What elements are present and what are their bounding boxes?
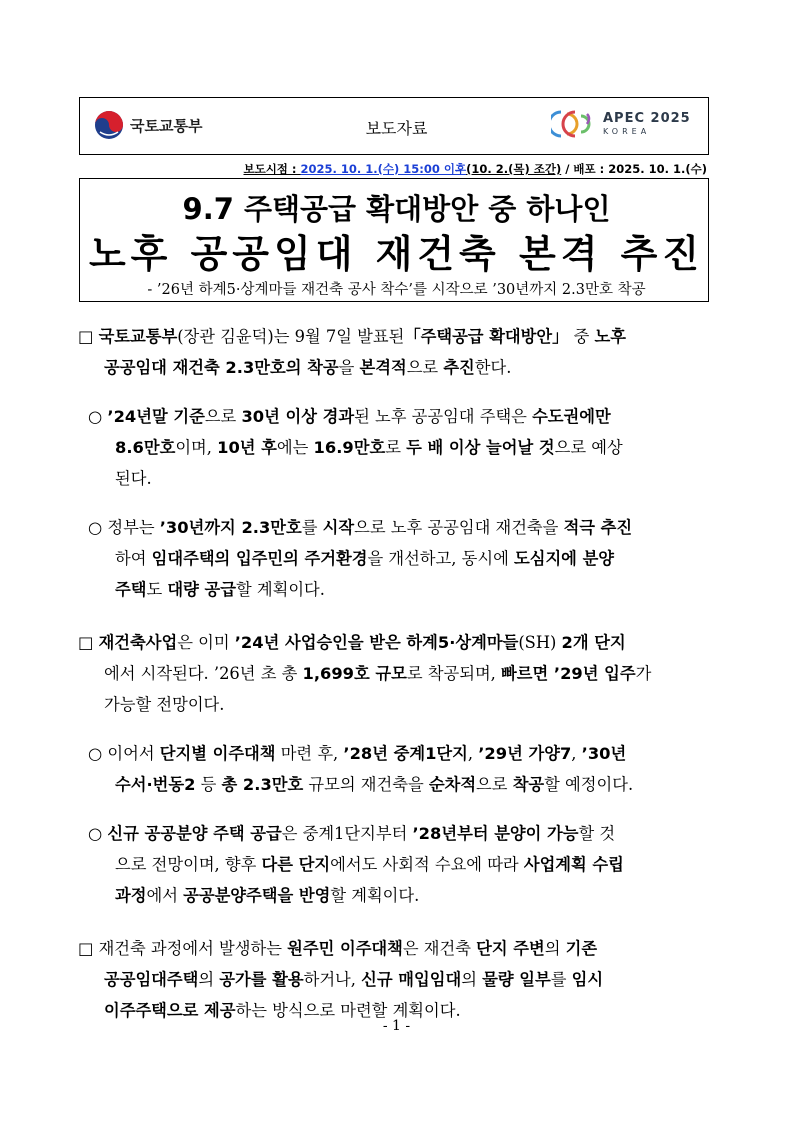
- p1b-line2: [115, 543, 614, 574]
- p1-line1: [78, 321, 626, 352]
- body-text: 은 재건축: [402, 939, 477, 958]
- bold-text: 두 배 이상 늘어날 것: [406, 438, 555, 457]
- body-text: 의: [198, 970, 220, 989]
- body-text: 으로: [204, 407, 242, 426]
- body-text: ,: [467, 744, 479, 763]
- bold-text: ’30년까지 2.3만호: [159, 518, 302, 537]
- body-text: 하거나,: [303, 970, 362, 989]
- bold-text: 공공임대 재건축 2.3만호의 착공: [104, 358, 339, 377]
- body-text: 로 착공되며,: [406, 664, 502, 683]
- p1a-line1: [88, 401, 611, 432]
- p1a-line3: 된다.: [115, 469, 152, 488]
- bold-text: 수도권에만: [532, 407, 611, 426]
- body-text: 으로: [476, 775, 513, 794]
- bold-text: 과정: [115, 886, 147, 905]
- release-label: 보도시점 :: [243, 162, 301, 176]
- body-text: 이며,: [175, 438, 218, 457]
- bold-text: 공가를 활용: [219, 970, 304, 989]
- bold-text: 착공: [512, 775, 545, 794]
- bold-text: 원주민 이주대책: [287, 939, 403, 958]
- body-text: 로: [385, 438, 407, 457]
- body-text: 을: [338, 358, 360, 377]
- circle-bullet-icon: ○: [88, 824, 108, 843]
- p2b-line3: [115, 880, 419, 911]
- body-text: 규모의 재건축을: [303, 775, 429, 794]
- bold-text: ’24년말 기준: [107, 407, 205, 426]
- circle-bullet-icon: ○: [88, 518, 108, 537]
- body-text: 할 계획이다.: [330, 886, 420, 905]
- ministry-name: 국토교통부: [130, 116, 203, 135]
- bold-text: 이주주택으로 제공: [104, 1001, 236, 1020]
- circle-bullet-icon: ○: [88, 744, 108, 763]
- bold-text: ’30년: [581, 744, 627, 763]
- bold-text: 국토교통부: [98, 327, 178, 346]
- body-text: (SH): [518, 633, 562, 652]
- body-text: 이어서: [107, 744, 160, 763]
- p2b-line2: [115, 849, 624, 880]
- body-text: 재건축 과정에서 발생하는: [98, 939, 288, 958]
- p2-line3: 가능할 전망이다.: [104, 695, 225, 714]
- bold-text: 임대주택의 입주민의 주거환경: [151, 549, 368, 568]
- bold-text: 도심지에 분양: [513, 549, 615, 568]
- bold-text: 주택: [115, 580, 147, 599]
- bold-text: 신규 매입임대: [361, 970, 462, 989]
- bold-text: 적극 추진: [563, 518, 633, 537]
- body-text: (장관 김윤덕)는 9월 7일 발표된: [177, 327, 405, 346]
- p3-line2: [104, 964, 603, 995]
- bold-text: ’29년 가양7: [478, 744, 572, 763]
- p1a-line2: [115, 432, 623, 463]
- body-text: 에서: [146, 886, 184, 905]
- body-text: 으로 노후 공공임대 재건축을: [354, 518, 564, 537]
- bold-text: 빠르면 ’29년 입주: [501, 664, 636, 683]
- square-bullet-icon: □: [78, 633, 99, 652]
- subtitle: - ’26년 하계5·상계마들 재건축 공사 착수’를 시작으로 ’30년까지 2.3만호 착공: [147, 282, 646, 298]
- bold-text: 총 2.3만호: [221, 775, 304, 794]
- p2-line1: [78, 627, 626, 658]
- p3-line1: [78, 933, 597, 964]
- page-number: - 1 -: [382, 1018, 411, 1034]
- release-info: [243, 161, 707, 177]
- body-text: 할 것: [578, 824, 616, 843]
- doc-type: 보도자료: [365, 119, 428, 138]
- bold-text: 공공분양주택을 반영: [183, 886, 331, 905]
- body-text: 마련 후,: [275, 744, 344, 763]
- bold-text: 시작: [322, 518, 355, 537]
- body-text: 의: [461, 970, 483, 989]
- body-text: 으로 전망이며, 향후: [115, 855, 262, 874]
- body-text: 한다.: [474, 358, 512, 377]
- body-text: 은 이미: [177, 633, 235, 652]
- body-text: 할 예정이다.: [544, 775, 634, 794]
- bold-text: 물량 일부: [482, 970, 551, 989]
- body-text: 의: [544, 939, 566, 958]
- p1-line2: [104, 352, 511, 383]
- body-text: 으로 예상: [554, 438, 623, 457]
- body-text: 된 노후 공공임대 주택은: [354, 407, 533, 426]
- body-text: 를: [301, 518, 323, 537]
- apec-logo: [551, 108, 691, 140]
- release-distribution: / 배포 : 2025. 10. 1.(수): [561, 162, 707, 176]
- body-text: 도: [146, 580, 168, 599]
- bold-text: 재건축사업: [98, 633, 178, 652]
- bold-text: 2개 단지: [561, 633, 626, 652]
- bold-text: 30년 이상 경과: [241, 407, 355, 426]
- bold-text: 단지별 이주대책: [159, 744, 276, 763]
- body-text: 은 중계1단지부터: [281, 824, 413, 843]
- p1b-line3: [115, 574, 325, 605]
- release-paper: (10. 2.(목) 조간): [466, 162, 562, 176]
- bold-text: 대량 공급: [167, 580, 236, 599]
- body-text: 에서 시작된다. ’26년 초 총: [104, 664, 303, 683]
- body-text: 에서도 사회적 수요에 따라: [330, 855, 524, 874]
- body-text: 중: [568, 327, 595, 346]
- body-text: 으로: [406, 358, 444, 377]
- body-text: 할 계획이다.: [235, 580, 325, 599]
- bold-text: 수서·번동2: [115, 775, 196, 794]
- bold-text: 8.6만호: [115, 438, 176, 457]
- bold-text: 기존: [565, 939, 598, 958]
- bold-text: 1,699호 규모: [302, 664, 407, 683]
- body-text: 을 개선하고, 동시에: [367, 549, 514, 568]
- body-text: 하여: [115, 549, 152, 568]
- circle-bullet-icon: ○: [88, 407, 108, 426]
- p2-line2: [104, 658, 651, 689]
- bold-text: 순차적: [428, 775, 477, 794]
- release-time: 2025. 10. 1.(수) 15:00 이후: [300, 162, 467, 176]
- p2b-line1: [88, 818, 615, 849]
- bold-text: 사업계획 수립: [523, 855, 624, 874]
- bold-text: ’28년 중계1단지: [343, 744, 468, 763]
- square-bullet-icon: □: [78, 327, 99, 346]
- bold-text: 「주택공급 확대방안」: [404, 327, 569, 346]
- bold-text: 16.9만호: [313, 438, 386, 457]
- p2a-line2: [115, 769, 633, 800]
- body-text: 가: [635, 664, 652, 683]
- bold-text: ’24년 사업승인을 받은 하계5·상계마들: [234, 633, 519, 652]
- p1b-line1: [88, 512, 632, 543]
- bold-text: 공공임대주택: [104, 970, 199, 989]
- bold-text: ’28년부터 분양이 가능: [412, 824, 579, 843]
- bold-text: 노후: [594, 327, 626, 346]
- bold-text: 단지 주변: [476, 939, 545, 958]
- body-text: 하는 방식으로 마련할 계획이다.: [235, 1001, 461, 1020]
- title-line1: 9.7 주택공급 확대방안 중 하나인: [182, 192, 611, 226]
- bold-text: 추진: [443, 358, 475, 377]
- bold-text: 신규 공공분양 주택 공급: [107, 824, 282, 843]
- body-text: 등: [195, 775, 222, 794]
- bold-text: 임시: [571, 970, 604, 989]
- body-text: ,: [571, 744, 582, 763]
- title-line2: 노후 공공임대 재건축 본격 추진: [88, 232, 705, 276]
- apec-title: APEC 2025: [603, 111, 691, 126]
- p2a-line1: [88, 738, 626, 769]
- body-text: 를: [550, 970, 572, 989]
- bold-text: 본격적: [359, 358, 407, 377]
- apec-emblem-icon: [551, 108, 597, 140]
- bold-text: 다른 단지: [261, 855, 331, 874]
- body-text: 에는: [276, 438, 314, 457]
- body-text: 정부는: [107, 518, 160, 537]
- apec-subtitle: KOREA: [603, 127, 651, 136]
- bold-text: 10년 후: [217, 438, 277, 457]
- square-bullet-icon: □: [78, 939, 99, 958]
